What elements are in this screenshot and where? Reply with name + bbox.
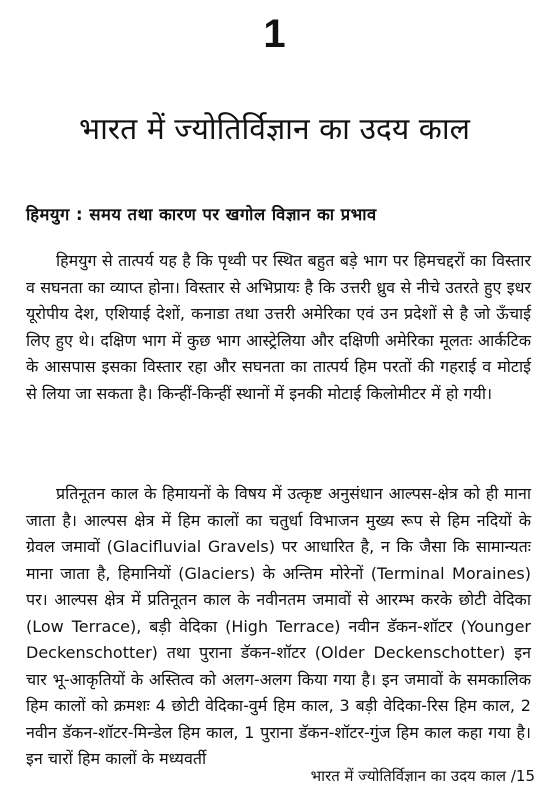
chapter-title: भारत में ज्योतिर्विज्ञान का उदय काल: [79, 112, 470, 147]
body-paragraph: हिमयुग से तात्पर्य यह है कि पृथ्वी पर स्थित बहुत बड़े भाग पर हिमचद्दरों का विस्तार व सघनता का व्याप्त होना। विस्तार से अभिप्रायः है कि उत्तरी ध्रुव से नीचे उतरते हुए इधर यूरोपीय देश, एशियाई देशों, कनाडा तथा उत्तरी अमेरिका एवं उन प्रदेशों से है जो ऊँचाई लिए हुए थे। दक्षिण भाग में कुछ भाग आस्ट्रेलिया और दक्षिणी अमेरिका मूलतः आर्कटिक के आसपास इसका विस्तार रहा और सघनता का तात्पर्य हिम परतों की गहराई व मोटाई से लिया जा सकता है। किन्हीं-किन्हीं स्थानों में इनकी मोटाई किलोमीटर में हो गयी।: [26, 251, 531, 403]
chapter-number: 1: [263, 12, 286, 56]
page-footer: भारत में ज्योतिर्विज्ञान का उदय काल /15: [310, 767, 535, 785]
body-paragraph: प्रतिनूतन काल के हिमायनों के विषय में उत्कृष्ट अनुसंधान आल्पस-क्षेत्र को ही माना जाता है। आल्पस क्षेत्र में हिम कालों का चतुर्धा विभाजन मुख्य रूप से हिम नदियों के ग्रेवल जमावों (Glacifluvial Gravels) पर आधारित है, न कि जैसा कि सामान्यतः माना जाता है, हिमानियों (Glaciers) के अन्तिम मोरेनों (Terminal Moraines) पर। आल्पस क्षेत्र में प्रतिनूतन काल के नवीनतम जमावों से आरम्भ करके छोटी वेदिका (Low Terrace), बड़ी वेदिका (High Terrace) नवीन डॅकन-शॉटर (Younger Deckenschotter) तथा पुराना डॅकन-शॉटर (Older Deckenschotter) इन चार भू-आकृतियों के अस्तित्व को अलग-अलग किया गया है। इन जमावों के समकालिक हिम कालों को क्रमशः 4 छोटी वेदिका-वुर्म हिम काल, 3 बड़ी वेदिका-रिस हिम काल, 2 नवीन डॅकन-शॉटर-मिन्डेल हिम काल, 1 पुराना डॅकन-शॉटर-गुंज हिम काल कहा गया है। इन चारों हिम कालों के मध्यवर्ती: [26, 484, 531, 768]
section-heading: हिमयुग : समय तथा कारण पर खगोल विज्ञान का प्रभाव: [26, 205, 377, 224]
